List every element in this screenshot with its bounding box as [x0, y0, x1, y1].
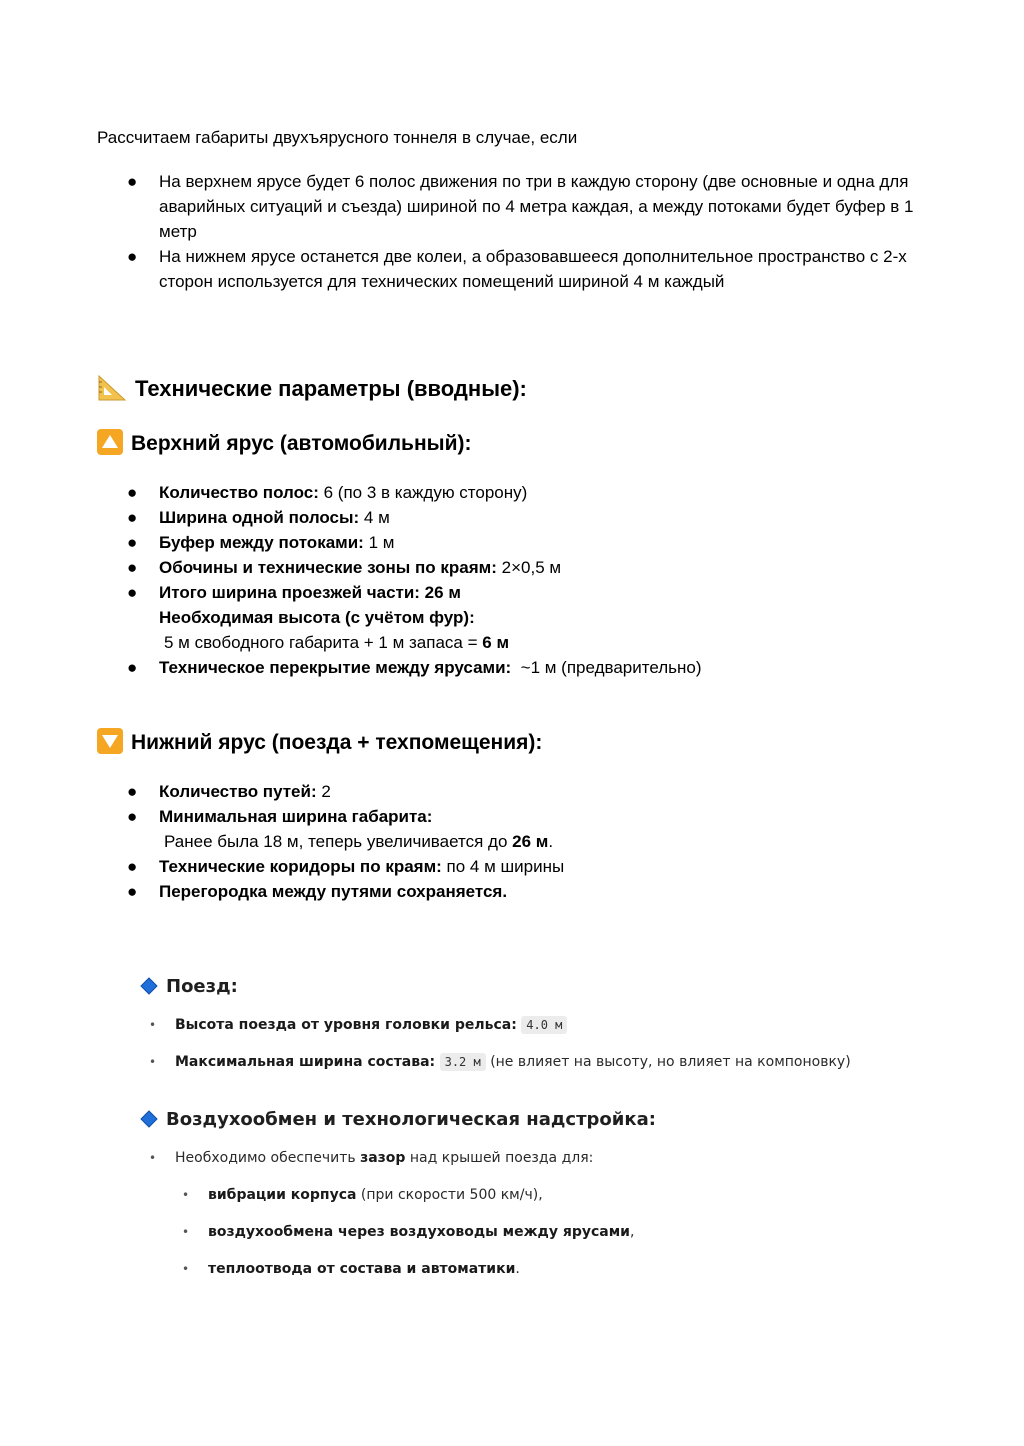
lower-tier-list	[97, 779, 927, 904]
list-item: ● Буфер между потоками: 1 м	[97, 530, 927, 555]
list-item: ● Итого ширина проезжей части: 26 м Необходимая высота (с учётом фур): 5 м свободного габарита + 1 м запаса = 6 м	[97, 580, 927, 655]
lower-tier-heading: Нижний ярус (поезда + техпомещения):	[97, 728, 542, 758]
bullet-icon: ●	[127, 533, 138, 552]
list-item: ● Количество полос: 6 (по 3 в каждую сторону)	[97, 480, 927, 505]
bullet-icon: ●	[127, 172, 138, 191]
list-item: ● Технические коридоры по краям: по 4 м ширины	[97, 854, 927, 879]
list-item: ● Перегородка между путями сохраняется.	[97, 879, 927, 904]
height-label: Необходимая высота (с учётом фур):	[159, 608, 475, 627]
bullet-icon: ●	[127, 807, 138, 826]
bullet-icon: ●	[127, 247, 138, 266]
list-item: ● На верхнем ярусе будет 6 полос движения по три в каждую сторону (две основные и одна для аварийных ситуаций и съезда) шириной по 4 метра каждая, а между потоками будет буфер в 1 метр	[97, 169, 927, 244]
train-width-item: • Максимальная ширина состава: 3.2 м (не влияет на высоту, но влияет на компоновку)	[175, 1051, 851, 1073]
code-value: 4.0 м	[521, 1016, 567, 1034]
list-item: ● Ширина одной полосы: 4 м	[97, 505, 927, 530]
air-heading: Воздухообмен и технологическая надстройка:	[140, 1107, 656, 1133]
up-arrow-button-icon	[97, 429, 123, 455]
air-sub-item: • теплоотвода от состава и автоматики.	[208, 1258, 520, 1280]
intro-list	[97, 169, 927, 294]
upper-tier-heading: Верхний ярус (автомобильный):	[97, 429, 471, 459]
bullet-icon: ●	[127, 558, 138, 577]
bullet-icon: •	[182, 1188, 190, 1202]
bullet-icon: ●	[127, 583, 138, 602]
down-arrow-button-icon	[97, 728, 123, 754]
code-value: 3.2 м	[440, 1053, 486, 1071]
bullet-icon: ●	[127, 508, 138, 527]
bullet-icon: ●	[127, 882, 138, 901]
list-item: ● Обочины и технические зоны по краям: 2×0,5 м	[97, 555, 927, 580]
air-sub-item: • вибрации корпуса (при скорости 500 км/ч),	[208, 1184, 543, 1206]
bullet-icon: •	[149, 1151, 157, 1165]
bullet-icon: ●	[127, 782, 138, 801]
air-lead-item: • Необходимо обеспечить зазор над крышей поезда для:	[175, 1147, 593, 1169]
list-item: ● Количество путей: 2	[97, 779, 927, 804]
bullet-icon: •	[149, 1055, 157, 1069]
height-line: 5 м свободного габарита + 1 м запаса = 6 м	[164, 633, 510, 652]
upper-tier-list	[97, 480, 927, 680]
tech-params-heading: Технические параметры (вводные):	[97, 374, 527, 404]
bullet-icon: •	[182, 1225, 190, 1239]
list-item: ● Техническое перекрытие между ярусами: ~1 м (предварительно)	[97, 655, 927, 680]
triangular-ruler-icon	[97, 374, 127, 402]
bullet-icon: •	[149, 1018, 157, 1032]
intro-text: Рассчитаем габариты двухъярусного тоннеля в случае, если	[97, 128, 578, 147]
blue-diamond-icon	[140, 1110, 158, 1128]
blue-diamond-icon	[140, 977, 158, 995]
list-item: ● На нижнем ярусе останется две колеи, а образовавшееся дополнительное пространство с 2-х сторон используется для технических помещений шириной 4 м каждый	[97, 244, 927, 294]
list-item: ● Минимальная ширина габарита: Ранее была 18 м, теперь увеличивается до 26 м.	[97, 804, 927, 854]
bullet-icon: ●	[127, 483, 138, 502]
bullet-icon: ●	[127, 658, 138, 677]
bullet-icon: •	[182, 1262, 190, 1276]
train-heading: Поезд:	[140, 974, 238, 1000]
air-sub-item: • воздухообмена через воздуховоды между ярусами,	[208, 1221, 634, 1243]
bullet-icon: ●	[127, 857, 138, 876]
train-height-item: • Высота поезда от уровня головки рельса: 4.0 м	[175, 1014, 567, 1036]
